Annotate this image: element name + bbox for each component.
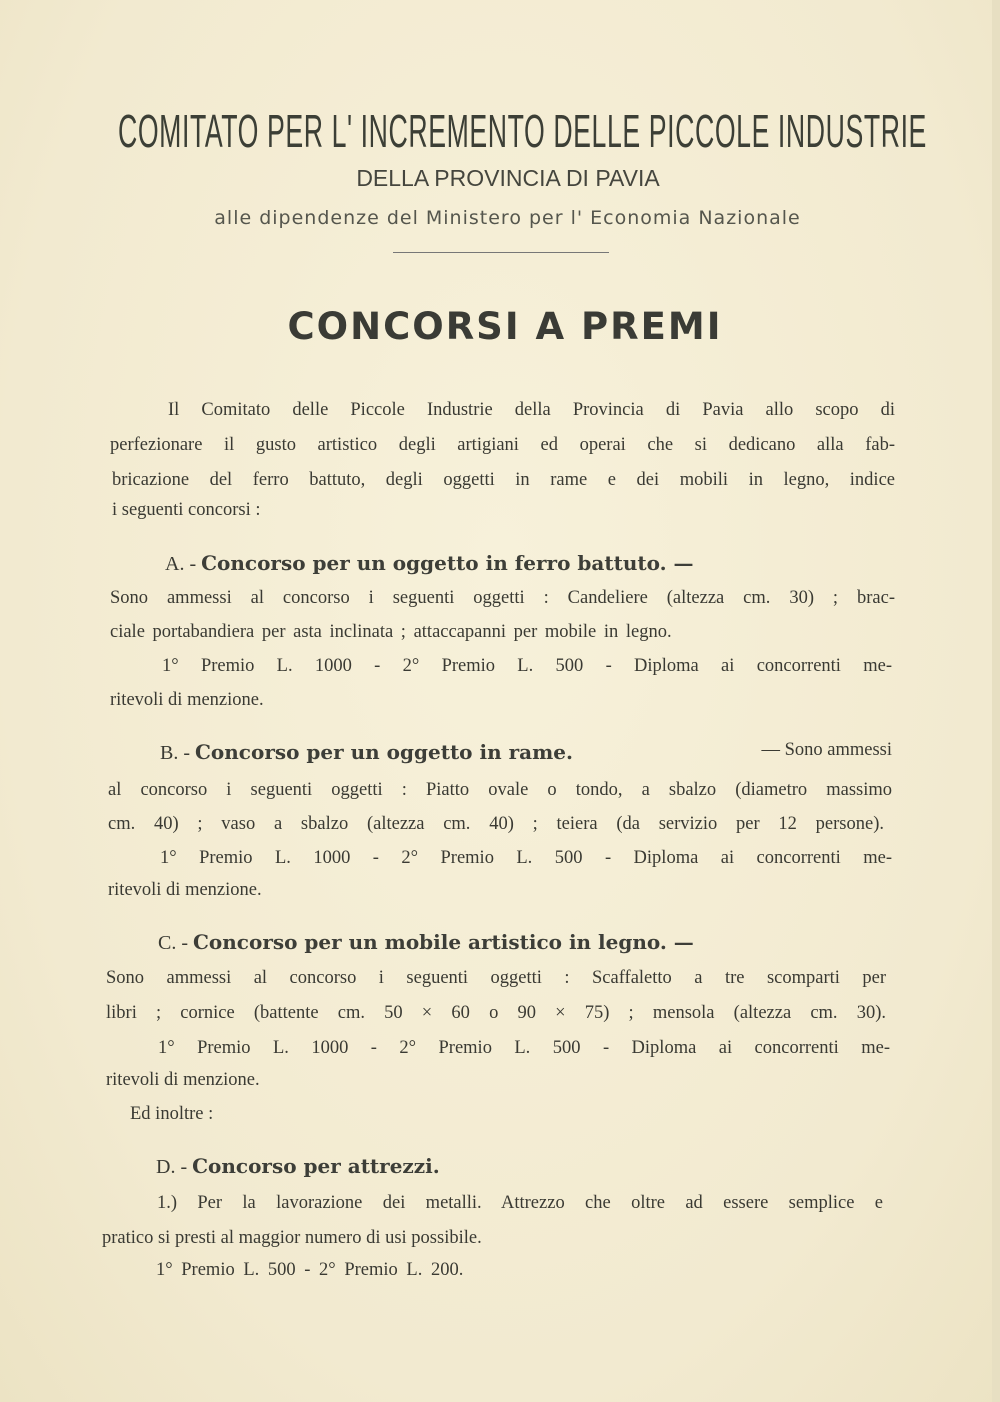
section-letter: B. - [160, 742, 190, 764]
section-line: ritevoli di menzione. [110, 690, 264, 710]
section-line: — Sono ammessi [761, 740, 892, 760]
section-line: 1.) Per la lavorazione dei metalli. Attrezzo che oltre ad essere semplice e [157, 1193, 883, 1213]
section-title: Concorso per un mobile artistico in legno. — [193, 930, 694, 954]
section-line: 1° Premio L. 1000 - 2° Premio L. 500 - Diploma ai concorrenti me- [158, 1038, 890, 1058]
section-line: Sono ammessi al concorso i seguenti oggetti : Scaffaletto a tre scomparti per [106, 968, 886, 988]
section-title: Concorso per un oggetto in ferro battuto. — [201, 551, 694, 575]
section-line: 1° Premio L. 500 - 2° Premio L. 200. [156, 1260, 464, 1280]
intro-line: bricazione del ferro battuto, degli oggetti in rame e dei mobili in legno, indice [112, 470, 895, 490]
section-title: Concorso per attrezzi. [192, 1154, 440, 1178]
section-line: ciale portabandiera per asta inclinata ; attaccapanni per mobile in legno. [110, 622, 672, 642]
intro-line: perfezionare il gusto artistico degli artigiani ed operai che si dedicano alla fab- [110, 435, 895, 455]
committee-title: COMITATO PER L' INCREMENTO DELLE PICCOLE INDUSTRIE [118, 105, 927, 157]
divider [393, 252, 609, 253]
ministry-subtitle: alle dipendenze del Ministero per l' Economia Nazionale [214, 207, 801, 229]
intro-line: Il Comitato delle Piccole Industrie della Provincia di Pavia allo scopo di [168, 400, 895, 420]
section-letter: C. - [158, 932, 188, 954]
section-line: al concorso i seguenti oggetti : Piatto ovale o tondo, a sbalzo (diametro massimo [108, 780, 892, 800]
section-line: ritevoli di menzione. [106, 1070, 260, 1090]
section-title: Concorso per un oggetto in rame. [195, 740, 573, 764]
section-line: libri ; cornice (battente cm. 50 × 60 o 90 × 75) ; mensola (altezza cm. 30). [106, 1003, 886, 1023]
page-edge [992, 0, 1000, 1402]
section-line: cm. 40) ; vaso a sbalzo (altezza cm. 40) ; teiera (da servizio per 12 persone). [108, 814, 884, 834]
section-b-heading [160, 740, 892, 765]
section-line: pratico si presti al maggior numero di usi possibile. [102, 1228, 482, 1248]
section-d-heading [156, 1154, 440, 1179]
section-a-heading [165, 551, 694, 576]
intro-line: i seguenti concorsi : [112, 500, 261, 520]
section-line: Sono ammessi al concorso i seguenti oggetti : Candeliere (altezza cm. 30) ; brac- [110, 588, 895, 608]
section-line: ritevoli di menzione. [108, 880, 262, 900]
page-heading: CONCORSI A PREMI [287, 305, 723, 348]
section-line: 1° Premio L. 1000 - 2° Premio L. 500 - Diploma ai concorrenti me- [160, 848, 892, 868]
ed-inoltre: Ed inoltre : [130, 1104, 214, 1124]
section-c-heading [158, 930, 694, 955]
province-subtitle: DELLA PROVINCIA DI PAVIA [356, 165, 660, 191]
section-line: 1° Premio L. 1000 - 2° Premio L. 500 - Diploma ai concorrenti me- [162, 656, 892, 676]
section-letter: A. - [165, 553, 197, 575]
section-letter: D. - [156, 1156, 188, 1178]
